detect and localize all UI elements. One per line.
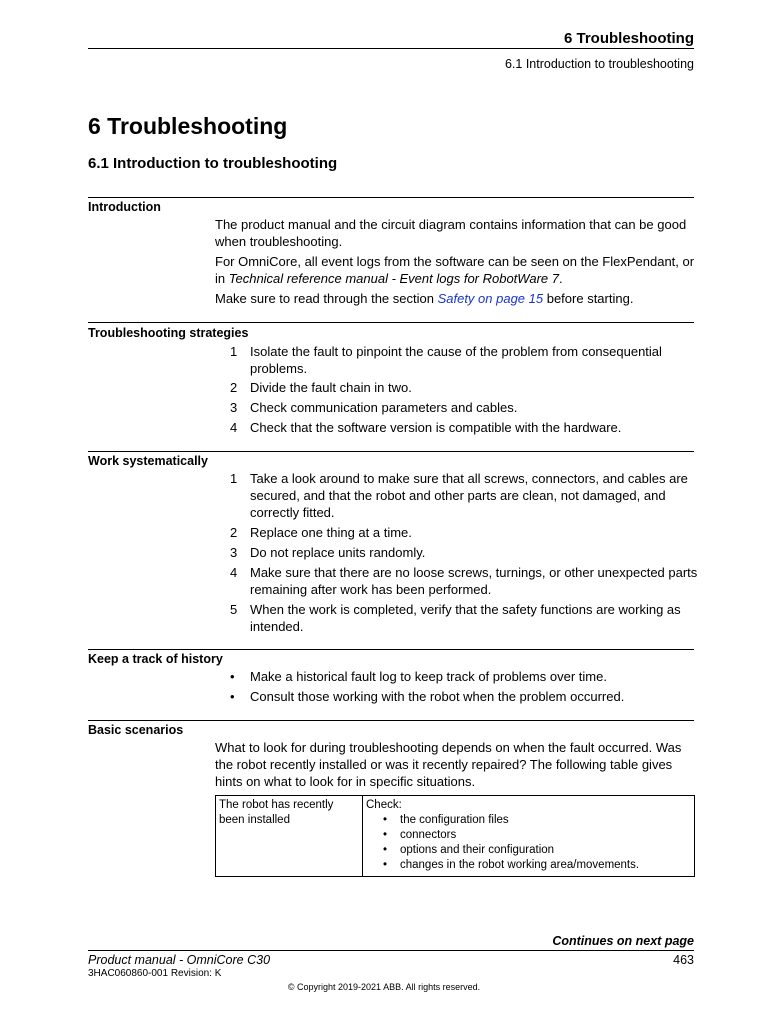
running-header-section: 6.1 Introduction to troubleshooting	[504, 57, 694, 71]
side-heading-introduction: Introduction	[88, 200, 161, 214]
section-divider	[88, 322, 694, 323]
footer-rule	[88, 950, 694, 951]
section-title: 6.1 Introduction to troubleshooting	[88, 155, 338, 172]
check-item-text: the configuration files	[400, 814, 509, 826]
list-item: Divide the fault chain in two.	[250, 380, 412, 395]
list-item: Replace one thing at a time.	[250, 525, 412, 540]
side-heading-scenarios: Basic scenarios	[88, 723, 184, 737]
check-item-text: changes in the robot working area/movements.	[400, 859, 640, 871]
scenarios-intro: What to look for during troubleshooting depends on when the fault occurred. Was the robot recently installed or was it recently repaired? The following table gives hints on what to look for in specific situations.	[215, 740, 682, 789]
side-heading-history: Keep a track of history	[88, 652, 223, 666]
list-item: Make a historical fault log to keep track of problems over time.	[250, 669, 607, 684]
section-divider	[88, 197, 694, 198]
section-divider	[88, 451, 694, 452]
list-item: Make sure that there are no loose screws, turnings, or other unexpected parts remaining after work has been performed.	[250, 565, 698, 597]
running-header-chapter: 6 Troubleshooting	[564, 30, 694, 47]
list-item: Check that the software version is compatible with the hardware.	[250, 420, 622, 435]
check-item	[366, 858, 691, 873]
side-heading-strategies: Troubleshooting strategies	[88, 326, 249, 340]
chapter-title: 6 Troubleshooting	[88, 113, 288, 139]
check-item-text: connectors	[400, 829, 457, 841]
event-log-manual-reference: Technical reference manual - Event logs for RobotWare 7	[228, 271, 559, 286]
list-item: Check communication parameters and cables.	[250, 400, 518, 415]
intro-paragraph-2-text: For OmniCore, all event logs from the software can be seen on the FlexPendant, or in	[215, 254, 695, 286]
bullet-glyph: •	[383, 814, 388, 826]
header-rule	[88, 48, 694, 49]
list-number: 3	[230, 545, 238, 560]
safety-page-link[interactable]: Safety on page 15	[437, 291, 544, 306]
page-number: 463	[673, 953, 694, 967]
scenario-table	[215, 795, 695, 877]
intro-paragraph-3-end: before starting.	[543, 291, 634, 306]
intro-paragraph-3	[215, 290, 700, 307]
section-divider	[88, 649, 694, 650]
scenario-check-cell	[363, 796, 695, 877]
continues-notice: Continues on next page	[552, 934, 694, 948]
list-number: 4	[230, 420, 238, 435]
check-list	[366, 813, 691, 873]
list-number: 2	[230, 525, 238, 540]
list-number: 4	[230, 565, 238, 580]
table-row	[216, 796, 695, 877]
intro-paragraph-2	[215, 253, 700, 287]
bullet-glyph: •	[230, 689, 235, 704]
intro-paragraph-1: The product manual and the circuit diagram contains information that can be good when troubleshooting.	[215, 217, 687, 249]
intro-paragraph-3-text: Make sure to read through the section	[215, 291, 438, 306]
intro-paragraph-2-end: .	[558, 271, 563, 286]
document-id: 3HAC060860-001 Revision: K	[88, 968, 222, 979]
list-item: Do not replace units randomly.	[250, 545, 426, 560]
scenario-situation-cell: The robot has recently been installed	[216, 796, 363, 877]
check-item	[366, 828, 691, 843]
bullet-glyph: •	[383, 859, 388, 871]
list-number: 5	[230, 602, 238, 617]
bullet-glyph: •	[383, 829, 388, 841]
list-item: Take a look around to make sure that all screws, connectors, and cables are secured, and that the robot and other parts are clean, not damaged, and correctly fitted.	[250, 471, 688, 520]
copyright-notice: © Copyright 2019-2021 ABB. All rights reserved.	[287, 982, 481, 992]
check-item	[366, 843, 691, 858]
list-item: Consult those working with the robot when the problem occurred.	[250, 689, 625, 704]
bullet-glyph: •	[230, 669, 235, 684]
list-item: When the work is completed, verify that the safety functions are working as intended.	[250, 602, 681, 634]
list-item: Isolate the fault to pinpoint the cause of the problem from consequential problems.	[250, 344, 662, 376]
list-number: 1	[230, 344, 238, 359]
check-label: Check:	[366, 799, 402, 811]
bullet-glyph: •	[383, 844, 388, 856]
list-number: 2	[230, 380, 238, 395]
footer-manual-title: Product manual - OmniCore C30	[88, 953, 271, 967]
list-number: 3	[230, 400, 238, 415]
list-number: 1	[230, 471, 238, 486]
check-item	[366, 813, 691, 828]
section-divider	[88, 720, 694, 721]
side-heading-systematic: Work systematically	[88, 454, 208, 468]
check-item-text: options and their configuration	[400, 844, 555, 856]
